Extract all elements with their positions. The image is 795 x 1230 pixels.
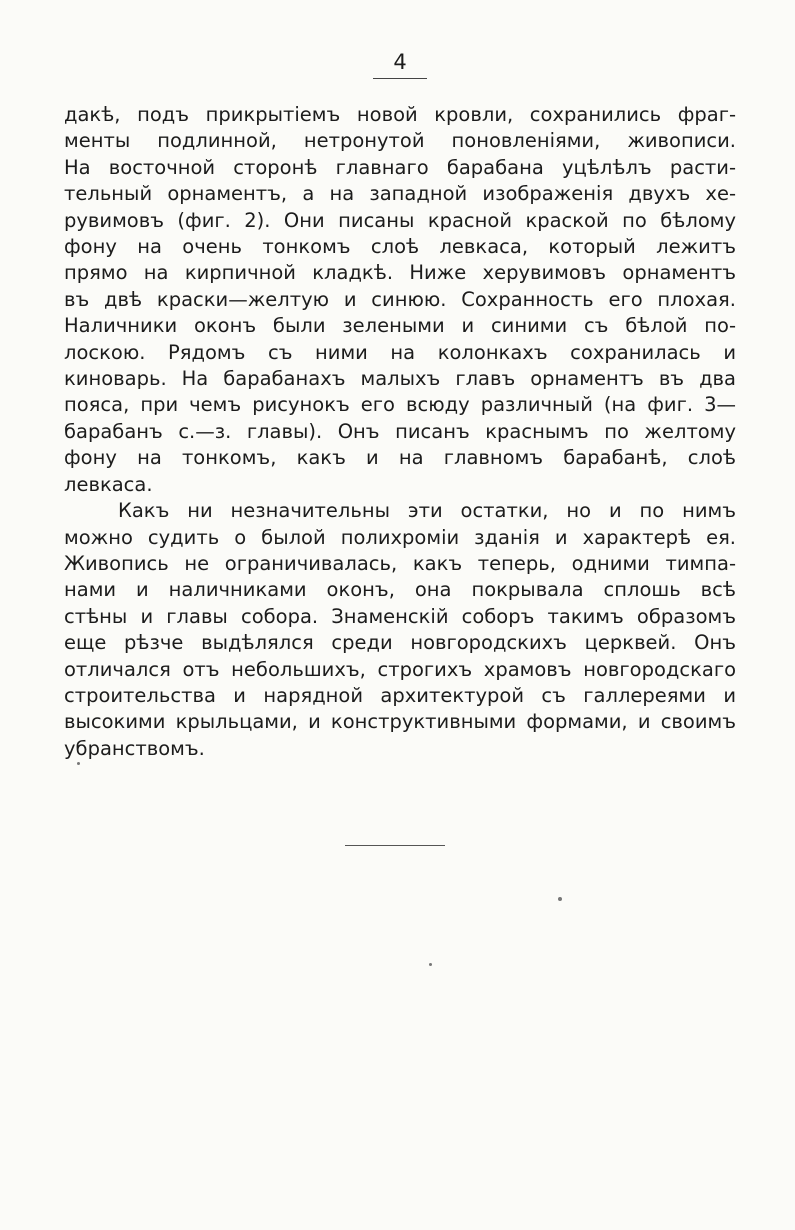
print-speck xyxy=(429,963,432,966)
text-line: фону на тонкомъ, какъ и на главномъ барабанѣ, слоѣ xyxy=(64,446,736,470)
print-speck xyxy=(558,897,562,901)
paragraph xyxy=(64,498,736,762)
text-line: убранствомъ. xyxy=(64,736,205,760)
text-line: Какъ ни незначительны эти остатки, но и по нимъ xyxy=(118,499,736,523)
text-line: Наличники оконъ были зелеными и синими съ бѣлой по- xyxy=(64,314,736,338)
text-line: стѣны и главы собора. Знаменскій соборъ такимъ образомъ xyxy=(64,604,736,628)
text-line: строительства и нарядной архитектурой съ галлереями и xyxy=(64,683,736,707)
text-line: Живопись не ограничивалась, какъ теперь, одними тимпа- xyxy=(64,551,736,575)
page-number: 4 xyxy=(393,50,407,74)
text-line: На восточной сторонѣ главнаго барабана уцѣлѣлъ расти- xyxy=(64,155,736,179)
text-line: тельный орнаментъ, а на западной изображенія двухъ хе- xyxy=(64,182,736,206)
text-line: менты подлинной, нетронутой поновленіями, живописи. xyxy=(64,129,736,153)
text-line: можно судить о былой полихроміи зданія и характерѣ ея. xyxy=(64,525,736,549)
paragraph xyxy=(64,102,736,498)
text-line: лоскою. Рядомъ съ ними на колонкахъ сохранилась и xyxy=(64,340,736,364)
body-text xyxy=(64,102,736,762)
text-line: нами и наличниками оконъ, она покрывала сплошь всѣ xyxy=(64,578,736,602)
text-line: киноварь. На барабанахъ малыхъ главъ орнаментъ въ два xyxy=(64,367,736,391)
page-number-rule xyxy=(373,78,427,79)
text-line: пояса, при чемъ рисунокъ его всюду различный (на фиг. 3— xyxy=(64,393,736,417)
text-line: въ двѣ краски—желтую и синюю. Сохранность его плохая. xyxy=(64,287,736,311)
text-line: отличался отъ небольшихъ, строгихъ храмовъ новгородскаго xyxy=(64,657,736,681)
text-line: дакѣ, подъ прикрытіемъ новой кровли, сохранились фраг- xyxy=(64,103,736,126)
text-line: еще рѣзче выдѣлялся среди новгородскихъ церквей. Онъ xyxy=(64,631,736,655)
text-line: рувимовъ (фиг. 2). Они писаны красной краской по бѣлому xyxy=(64,208,736,232)
text-line: барабанъ с.—з. главы). Онъ писанъ краснымъ по желтому xyxy=(64,419,736,443)
text-line: прямо на кирпичной кладкѣ. Ниже херувимовъ орнаментъ xyxy=(64,261,736,285)
print-speck xyxy=(77,762,80,765)
text-line: левкаса. xyxy=(64,472,153,496)
end-rule xyxy=(345,845,445,846)
text-line: фону на очень тонкомъ слоѣ левкаса, который лежитъ xyxy=(64,235,736,259)
text-line: высокими крыльцами, и конструктивными формами, и своимъ xyxy=(64,710,736,734)
